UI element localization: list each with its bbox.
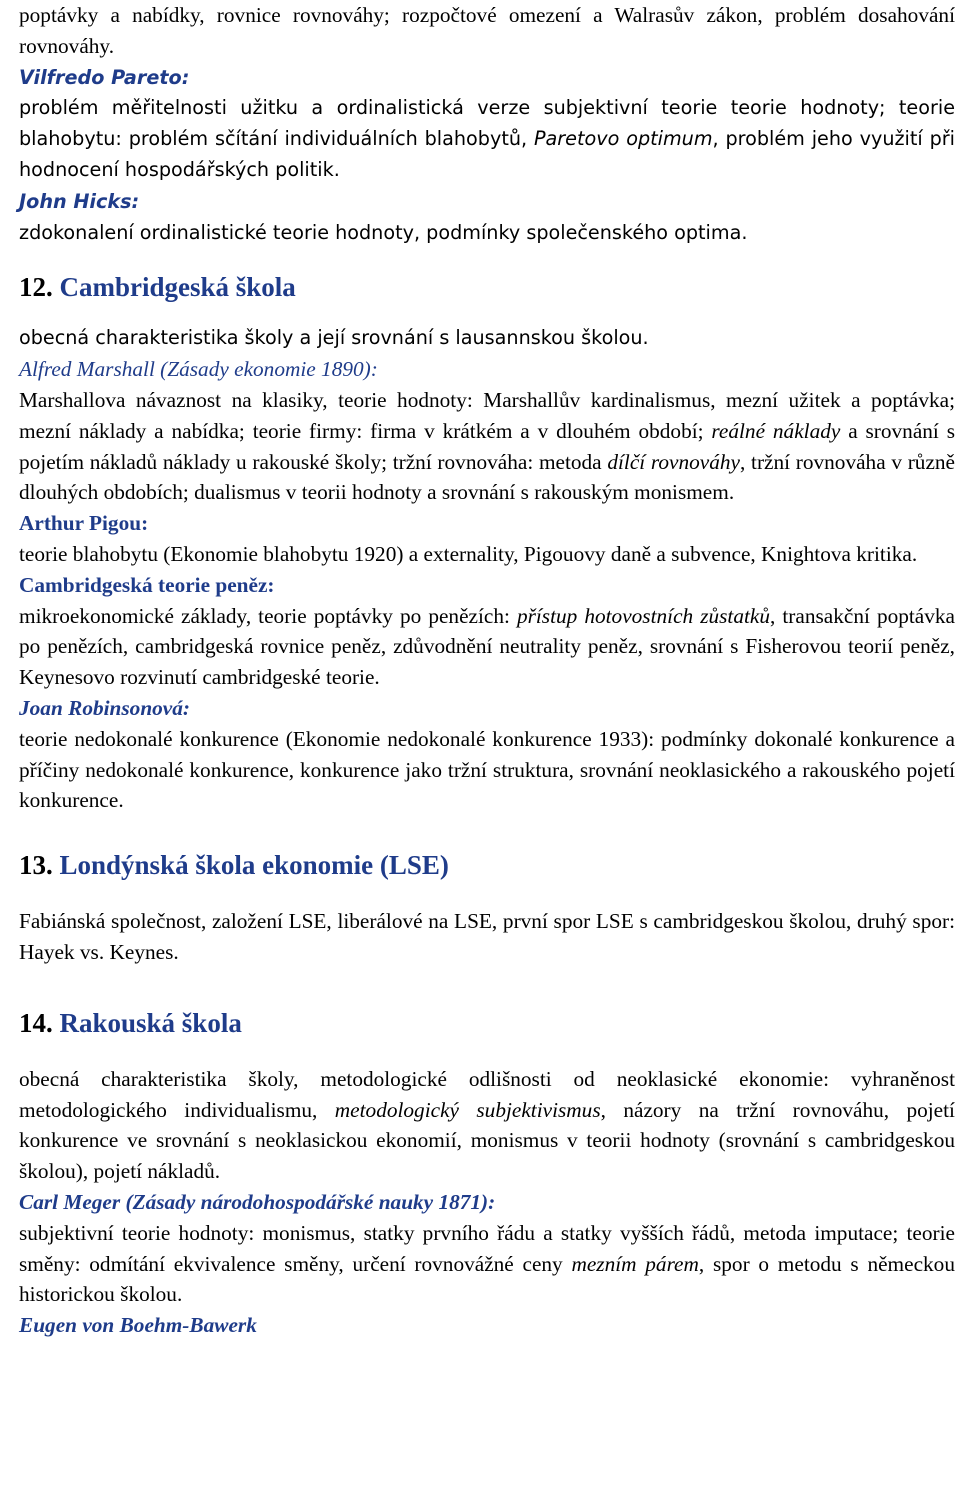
boehm-heading-text: Eugen von Boehm-Bawerk: [19, 1313, 257, 1338]
marshall-text-2: a srovnání s pojetím nákladů náklady u rakouské školy; tržní rovnováha: metoda: [19, 418, 956, 474]
pareto-paragraph: [19, 93, 955, 185]
robinson-paragraph: teorie nedokonalé konkurence (Ekonomie nedokonalé konkurence 1933): podmínky dokonalé konkurence a příčiny nedokonalé konkurence, konkurence jako tržní struktura, srovnání neoklasického a rakouského pojetí konkurence.: [19, 726, 955, 813]
marshall-text-1: Marshallova návaznost na klasiky, teorie hodnoty: Marshallův kardinalismus, mezní užitek a poptávka; mezní náklady a nabídka; teorie firmy: firma v krátkém a v dlouhém období;: [19, 387, 955, 443]
pareto-text-2: , problém jeho využití při hodnocení hospodářských politik.: [19, 127, 955, 181]
section-14-title: Rakouská škola: [59, 1007, 242, 1038]
money-text-1: mikroekonomické základy, teorie poptávky po penězích:: [19, 603, 517, 628]
money-text-2: , transakční poptávka po penězích, cambridgeská rovnice peněz, zdůvodnění neutrality peněz, srovnání s Fisherovou teorií peněz, Keynesovo rozvinutí cambridgeské teorie.: [19, 603, 956, 690]
robinson-heading: [19, 693, 955, 724]
money-italic: přístup hotovostních zůstatků: [516, 603, 771, 628]
lse-paragraph: Fabiánská společnost, založení LSE, liberálové na LSE, první spor LSE s cambridgeskou školou, druhý spor: Hayek vs. Keynes.: [19, 909, 955, 964]
marshall-paragraph: [19, 385, 955, 508]
austria-paragraph: [19, 1064, 955, 1187]
pigou-heading-text: Arthur Pigou:: [19, 511, 149, 536]
menger-italic: mezním párem: [571, 1251, 699, 1276]
menger-heading: [19, 1187, 955, 1218]
austria-text-1: obecná charakteristika školy, metodologické odlišnosti od neoklasické ekonomie: vyhraněnost metodologického individualismu,: [19, 1066, 955, 1122]
section-13-heading: [19, 848, 955, 882]
money-paragraph: [19, 601, 955, 693]
section-13-number: 13.: [19, 850, 53, 881]
menger-heading-text: Carl Meger (Zásady národohospodářské nauky 1871):: [19, 1189, 496, 1214]
sec12-intro-paragraph: obecná charakteristika školy a její srovnání s lausannskou školou.: [19, 326, 649, 350]
hicks-paragraph: zdokonalení ordinalistické teorie hodnoty, podmínky společenského optima.: [19, 220, 748, 244]
marshall-text-3: , tržní rovnováha v různě dlouhých obdobích; dualismus v teorii hodnoty a srovnání s rakouským monismem.: [19, 449, 955, 505]
marshall-heading-text: Alfred Marshall (Zásady ekonomie 1890):: [19, 357, 378, 382]
pareto-text-italic: Paretovo optimum: [533, 127, 713, 151]
boehm-heading: [19, 1310, 955, 1341]
marshall-italic-2: dílčí rovnováhy: [607, 449, 740, 474]
robinson-heading-text: Joan Robinsonová:: [19, 695, 190, 720]
pigou-heading: [19, 508, 955, 539]
menger-text-2: , spor o metodu s německou historickou školou.: [19, 1251, 955, 1307]
section-12-heading: [19, 270, 955, 304]
section-14-heading: [19, 1006, 955, 1040]
section-13-title: Londýnská škola ekonomie (LSE): [59, 850, 449, 881]
hicks-heading-text: John Hicks:: [19, 189, 140, 213]
document-page: [19, 0, 955, 1341]
pigou-paragraph: teorie blahobytu (Ekonomie blahobytu 1920) a externality, Pigouovy daně a subvence, Knightova kritika.: [19, 541, 918, 566]
austria-italic: metodologický subjektivismus: [334, 1097, 601, 1122]
section-12-title: Cambridgeská škola: [59, 272, 296, 303]
pareto-heading: [19, 62, 955, 94]
pareto-text-1: problém měřitelnosti užitku a ordinalistická verze subjektivní teorie teorie hodnoty; teorie blahobytu: problém sčítání individuálních blahobytů,: [19, 96, 955, 151]
intro-paragraph: poptávky a nabídky, rovnice rovnováhy; rozpočtové omezení a Walrasův zákon, problém dosahování rovnováhy.: [19, 3, 955, 58]
section-12-number: 12.: [19, 272, 53, 303]
austria-text-2: , názory na tržní rovnováhu, pojetí konkurence ve srovnání s neoklasickou ekonomií, monismus v teorii hodnoty (srovnání s cambridgeskou školou), pojetí nákladů.: [19, 1097, 955, 1184]
menger-paragraph: [19, 1218, 955, 1310]
section-14-number: 14.: [19, 1007, 53, 1038]
money-heading-text: Cambridgeská teorie peněz:: [19, 572, 275, 597]
marshall-italic-1: reálné náklady: [711, 418, 841, 443]
marshall-heading: [19, 354, 955, 385]
pareto-heading-text: Vilfredo Pareto:: [19, 65, 190, 89]
hicks-heading: [19, 186, 955, 218]
money-heading: [19, 570, 955, 601]
menger-text-1: subjektivní teorie hodnoty: monismus, statky prvního řádu a statky vyšších řádů, metoda imputace; teorie směny: odmítání ekvivalence směny, určení rovnovážné ceny: [19, 1220, 955, 1276]
